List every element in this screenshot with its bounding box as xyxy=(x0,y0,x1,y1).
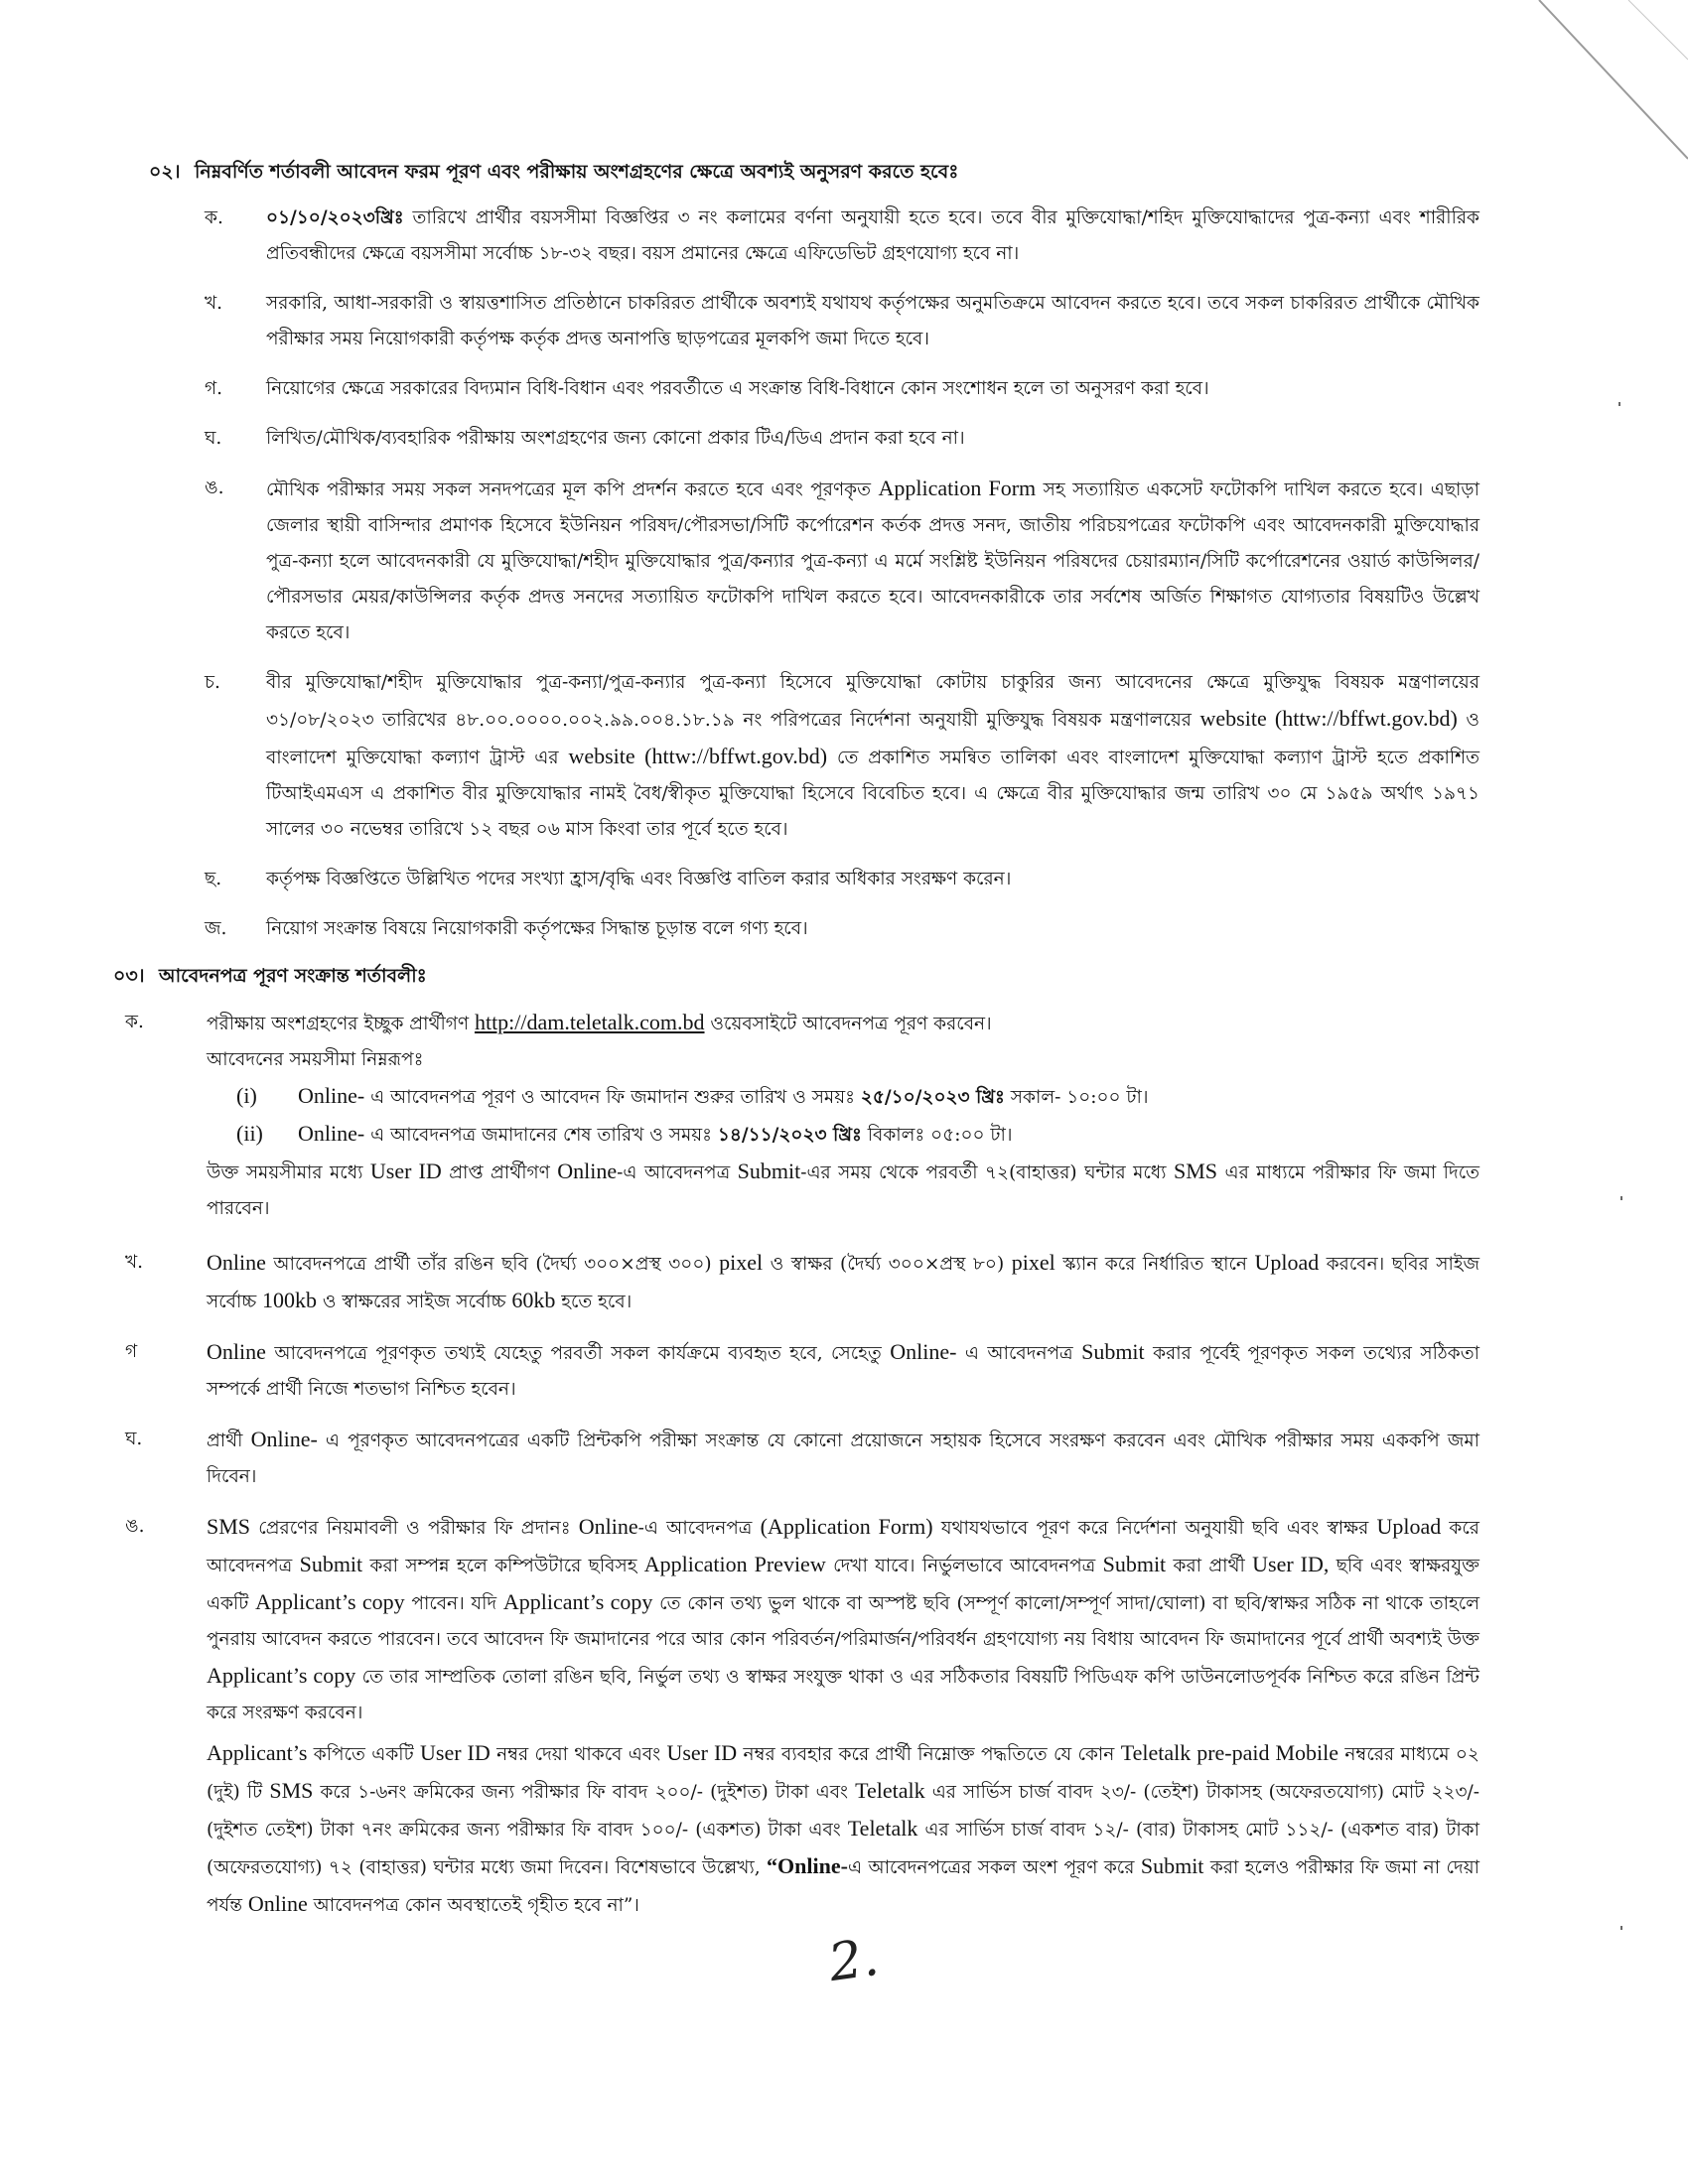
item-marker: গ xyxy=(125,1341,138,1362)
item-text: তারিখে প্রার্থীর বয়সসীমা বিজ্ঞপ্তির ৩ নং কলামের বর্ণনা অনুযায়ী হতে হবে। তবে বীর মুক্তিযোদ্ধা/শহিদ মুক্তিযোদ্ধাদের পুত্র-কন্যা এবং শারীরিক প্রতিবন্ধীদের ক্ষেত্রে বয়সসীমা সর্বোচ্চ ১৮-৩২ বছর। বয়স প্রমানের ক্ষেত্রে এফিডেভিট গ্রহণযোগ্য হবে না। xyxy=(266,207,1479,264)
list-item xyxy=(149,862,1479,897)
item-text: ওয়েবসাইটে আবেদনপত্র পূরণ করবেন। xyxy=(704,1014,992,1034)
teletalk-website-link[interactable]: http://dam.teletalk.com.bd xyxy=(474,1010,705,1034)
section-02 xyxy=(149,157,1479,947)
item-text: নিয়োগের ক্ষেত্রে সরকারের বিদ্যমান বিধি-বিধান এবং পরবর্তীতে এ সংক্রান্ত বিধি-বিধানে কোন সংশোধন হলে তা অনুসরণ করা হবে। xyxy=(266,378,1209,399)
roman-marker: (ii) xyxy=(236,1121,263,1146)
schedule-start xyxy=(236,1078,1479,1116)
schedule-label: আবেদনের সময়সীমা নিম্নরূপঃ xyxy=(207,1049,424,1070)
website-reference: website (httw://bffwt.gov.bd) xyxy=(1199,706,1458,731)
section-title: নিম্নবর্ণিত শর্তাবলী আবেদন ফরম পূরণ এবং পরীক্ষায় অংশগ্রহণের ক্ষেত্রে অবশ্যই অনুসরণ করতে হবেঃ xyxy=(195,161,959,183)
scan-speck xyxy=(1618,402,1620,406)
item-text: তে প্রকাশিত সমন্বিত তালিকা এবং বাংলাদেশ মুক্তিযোদ্ধা কল্যাণ ট্রাস্ট হতে প্রকাশিত টিআইএমএস এ প্রকাশিত বীর মুক্তিযোদ্ধার নামই বৈধ/স্বীকৃত মুক্তিযোদ্ধা হিসেবে বিবেচিত হবে। এ ক্ষেত্রে বীর মুক্তিযোদ্ধার জন্ম তারিখ ৩০ মে ১৯৫৯ অর্থাৎ ১৯৭১ সালের ৩০ নভেম্বর তারিখে ১২ বছর ০৬ মাস কিংবা তার পূর্বে হতে হবে। xyxy=(266,748,1479,840)
item-text: এ আবেদনপত্র পূরণ ও আবেদন ফি জমাদান শুরুর তারিখ ও সময়ঃ xyxy=(364,1087,861,1108)
list-item xyxy=(113,1509,1479,1924)
list-item xyxy=(113,1005,1479,1227)
list-item xyxy=(113,1422,1479,1495)
document-body xyxy=(113,157,1480,1938)
list-item xyxy=(149,371,1479,407)
item-marker: ঘ. xyxy=(125,1429,143,1449)
section-02-heading xyxy=(149,157,1479,187)
item-marker: খ. xyxy=(205,293,223,314)
cutoff-date: ০১/১০/২০২৩খ্রিঃ xyxy=(266,207,404,228)
fee-payment-paragraph: Applicant’s কপিতে একটি User ID নম্বর দেয়া থাকবে এবং User ID নম্বর ব্যবহার করে প্রার্থী নিম্নোক্ত পদ্ধতিতে যে কোন Teletalk pre-paid Mobile নম্বরের মাধ্যমে ০২ (দুই) টি SMS করে ১-৬নং ক্রমিকের জন্য পরীক্ষার ফি বাবদ ২০০/- (দুইশত) টাকা এবং Teletalk এর সার্ভিস চার্জ বাবদ ২৩/- (তেইশ) টাকাসহ (অফেরতযোগ্য) মোট ২২৩/- (দুইশত তেইশ) টাকা ৭নং ক্রমিকের জন্য পরীক্ষার ফি বাবদ ১০০/- (একশত) টাকা এবং Teletalk এর সার্ভিস চার্জ বাবদ ১২/- (বার) টাকাসহ মোট ১১২/- (একশত বার) টাকা (অফেরতযোগ্য) ৭২ (বাহাত্তর) ঘন্টার মধ্যে জমা দিবেন। বিশেষভাবে উল্লেখ্য, “Online-এ আবেদনপত্রের সকল অংশ পূরণ করে Submit করা হলেও পরীক্ষার ফি জমা না দেয়া পর্যন্ত Online আবেদনপত্র কোন অবস্থাতেই গৃহীত হবে না”। xyxy=(207,1740,1479,1916)
item-marker: ক. xyxy=(205,207,223,228)
sms-rules-paragraph: SMS প্রেরণের নিয়মাবলী ও পরীক্ষার ফি প্রদানঃ Online-এ আবেদনপত্র (Application Form) যথাযথভাবে পূরণ করে নির্দেশনা অনুযায়ী ছবি এবং স্বাক্ষর Upload করে আবেদনপত্র Submit করা সম্পন্ন হলে কম্পিউটারে ছবিসহ Application Preview দেখা যাবে। নির্ভুলভাবে আবেদনপত্র Submit করা প্রার্থী User ID, ছবি এবং স্বাক্ষরযুক্ত একটি Applicant’s copy পাবেন। যদি Applicant’s copy তে কোন তথ্য ভুল থাকে বা অস্পষ্ট ছবি (সম্পূর্ণ কালো/সম্পূর্ণ সাদা/ঘোলা) বা ছবি/স্বাক্ষর সঠিক না থাকে তাহলে পুনরায় আবেদন করতে পারবেন। তবে আবেদন ফি জমাদানের পরে আর কোন পরিবর্তন/পরিমার্জন/পরিবর্ধন গ্রহণযোগ্য নয় বিধায় আবেদন ফি জমাদানের পূর্বে প্রার্থী অবশ্যই উক্ত Applicant’s copy তে তার সাম্প্রতিক তোলা রঙিন ছবি, নির্ভুল তথ্য ও স্বাক্ষর সংযুক্ত থাকা ও এর সঠিকতার বিষয়টি পিডিএফ কপি ডাউনলোডপূর্বক নিশ্চিত করে রঙিন প্রিন্ট করে সংরক্ষণ করবেন। xyxy=(207,1514,1479,1723)
list-item xyxy=(149,286,1479,357)
item-text: সরকারি, আধা-সরকারী ও স্বায়ত্তশাসিত প্রতিষ্ঠানে চাকরিরত প্রার্থীকে অবশ্যই যথাযথ কর্তৃপক্ষের অনুমতিক্রমে আবেদন করতে হবে। তবে সকল চাকরিরত প্রার্থীকে মৌখিক পরীক্ষার সময় নিয়োগকারী কর্তৃপক্ষ কর্তৃক প্রদত্ত অনাপত্তি ছাড়পত্রের মূলকপি জমা দিতে হবে। xyxy=(266,293,1479,349)
section-number: ০২। xyxy=(149,161,181,183)
roman-marker: (i) xyxy=(236,1083,257,1108)
item-text: ও বাংলাদেশ মুক্তিযোদ্ধা কল্যাণ ট্রাস্ট এর xyxy=(266,710,1479,768)
section-number: ০৩। xyxy=(113,965,145,987)
item-text: এ আবেদনপত্র জমাদানের শেষ তারিখ ও সময়ঃ xyxy=(364,1125,718,1146)
item-marker: ক. xyxy=(125,1012,144,1032)
item-text: নিয়োগ সংক্রান্ত বিষয়ে নিয়োগকারী কর্তৃপক্ষের সিদ্ধান্ত চূড়ান্ত বলে গণ্য হবে। xyxy=(266,918,808,939)
item-text: কর্তৃপক্ষ বিজ্ঞপ্তিতে উল্লিখিত পদের সংখ্যা হ্রাস/বৃদ্ধি এবং বিজ্ঞপ্তি বাতিল করার অধিকার সংরক্ষণ করেন। xyxy=(266,869,1012,889)
start-date: ২৫/১০/২০২৩ খ্রিঃ xyxy=(860,1087,1005,1108)
list-item xyxy=(149,421,1479,457)
item-text-latin: Online- xyxy=(298,1121,365,1146)
list-item xyxy=(149,665,1479,848)
item-text: Online আবেদনপত্রে প্রার্থী তাঁর রঙিন ছবি (দৈর্ঘ্য ৩০০×প্রস্থ ৩০০) pixel ও স্বাক্ষর (দৈর্ঘ্য ৩০০×প্রস্থ ৮০) pixel স্ক্যান করে নির্ধারিত স্থানে Upload করবেন। ছবির সাইজ সর্বোচ্চ 100kb ও স্বাক্ষরের সাইজ সর্বোচ্চ 60kb হতে হবে। xyxy=(207,1250,1480,1312)
sms-note: উক্ত সময়সীমার মধ্যে User ID প্রাপ্ত প্রার্থীগণ Online-এ আবেদনপত্র Submit-এর সময় থেকে পরবর্তী ৭২(বাহাত্তর) ঘন্টার মধ্যে SMS এর মাধ্যমে পরীক্ষার ফি জমা দিতে পারবেন। xyxy=(207,1159,1480,1219)
item-marker: জ. xyxy=(205,918,227,939)
item-marker: গ. xyxy=(205,378,223,399)
item-marker: ঙ. xyxy=(205,478,224,498)
scan-speck xyxy=(1620,1196,1622,1200)
item-text: লিখিত/মৌখিক/ব্যবহারিক পরীক্ষায় অংশগ্রহণের জন্য কোনো প্রকার টিএ/ডিএ প্রদান করা হবে না। xyxy=(266,428,965,449)
item-text: প্রার্থী Online- এ পূরণকৃত আবেদনপত্রের একটি প্রিন্টকপি পরীক্ষা সংক্রান্ত যে কোনো প্রয়োজনে সহায়ক হিসেবে সংরক্ষণ করবেন এবং মৌখিক পরীক্ষার সময় এককপি জমা দিবেন। xyxy=(207,1427,1480,1487)
website-reference: website (httw://bffwt.gov.bd) xyxy=(568,744,828,768)
item-marker: ঘ. xyxy=(205,428,222,449)
schedule-end xyxy=(236,1116,1479,1154)
item-marker: ঙ. xyxy=(125,1516,145,1537)
section-03 xyxy=(113,961,1479,1924)
section-title: আবেদনপত্র পূরণ সংক্রান্ত শর্তাবলীঃ xyxy=(159,965,427,987)
list-item xyxy=(113,1334,1479,1408)
list-item xyxy=(149,471,1479,651)
list-item xyxy=(149,201,1479,272)
section-03-heading xyxy=(113,961,1479,991)
item-marker: ছ. xyxy=(205,869,222,889)
item-text-latin: Online- xyxy=(298,1083,365,1108)
item-text: পরীক্ষায় অংশগ্রহণের ইচ্ছুক প্রার্থীগণ xyxy=(207,1014,475,1034)
end-time: বিকালঃ ০৫:০০ টা। xyxy=(861,1125,1013,1146)
list-item xyxy=(113,1245,1479,1320)
item-text: মৌখিক পরীক্ষার সময় সকল সনদপত্রের মূল কপি প্রদর্শন করতে হবে এবং পূরণকৃত xyxy=(266,479,879,500)
end-date: ১৪/১১/২০২৩ খ্রিঃ xyxy=(717,1125,862,1146)
item-marker: চ. xyxy=(205,672,220,693)
scan-speck xyxy=(1620,1926,1622,1930)
item-text-latin: Application Form xyxy=(878,476,1037,500)
start-time: সকাল- ১০:০০ টা। xyxy=(1004,1087,1149,1108)
item-text: Online আবেদনপত্রে পূরণকৃত তথ্যই যেহেতু পরবর্তী সকল কার্যক্রমে ব্যবহৃত হবে, সেহেতু Online- এ আবেদনপত্র Submit করার পূর্বেই পূরণকৃত সকল তথ্যের সঠিকতা সম্পর্কে প্রার্থী নিজে শতভাগ নিশ্চিত হবেন। xyxy=(207,1339,1479,1400)
list-item xyxy=(149,911,1479,947)
item-text: সহ সত্যায়িত একসেট ফটোকপি দাখিল করতে হবে। এছাড়া জেলার স্থায়ী বাসিন্দার প্রমাণক হিসেবে ইউনিয়ন পরিষদ/পৌরসভা/সিটি কর্পোরেশন কর্তক প্রদত্ত সনদ, জাতীয় পরিচয়পত্রের ফটোকপি এবং আবেদনকারী মুক্তিযোদ্ধার পুত্র-কন্যা হলে আবেদনকারী যে মুক্তিযোদ্ধা/শহীদ মুক্তিযোদ্ধার পুত্র/কন্যার পুত্র-কন্যা এ মর্মে সংশ্লিষ্ট ইউনিয়ন পরিষদের চেয়ারম্যান/সিটি কর্পোরেশনের ওয়ার্ড কাউন্সিলর/পৌরসভার মেয়র/কাউন্সিলর কর্তৃক প্রদত্ত সনদের সত্যায়িত ফটোকপি দাখিল করতে হবে। আবেদনকারীকে তার সর্বশেষ অর্জিত শিক্ষাগত যোগ্যতার বিষয়টিও উল্লেখ করতে হবে। xyxy=(266,479,1479,643)
item-marker: খ. xyxy=(125,1252,144,1273)
folded-corner-mark xyxy=(1509,0,1688,258)
item-text: বীর মুক্তিযোদ্ধা/শহীদ মুক্তিযোদ্ধার পুত্র-কন্যা/পুত্র-কন্যার পুত্র-কন্যা হিসেবে মুক্তিযোদ্ধা কোটায় চাকুরির জন্য আবেদনের ক্ষেত্রে মুক্তিযুদ্ধ বিষয়ক মন্ত্রণালয়ের ৩১/০৮/২০২৩ তারিখের ৪৮.০০.০০০০.০০২.৯৯.০০৪.১৮.১৯ নং পরিপত্রের নির্দেশনা অনুযায়ী মুক্তিযুদ্ধ বিষয়ক মন্ত্রণালয়ের xyxy=(266,672,1479,731)
page-number: 2. xyxy=(825,1927,883,1994)
